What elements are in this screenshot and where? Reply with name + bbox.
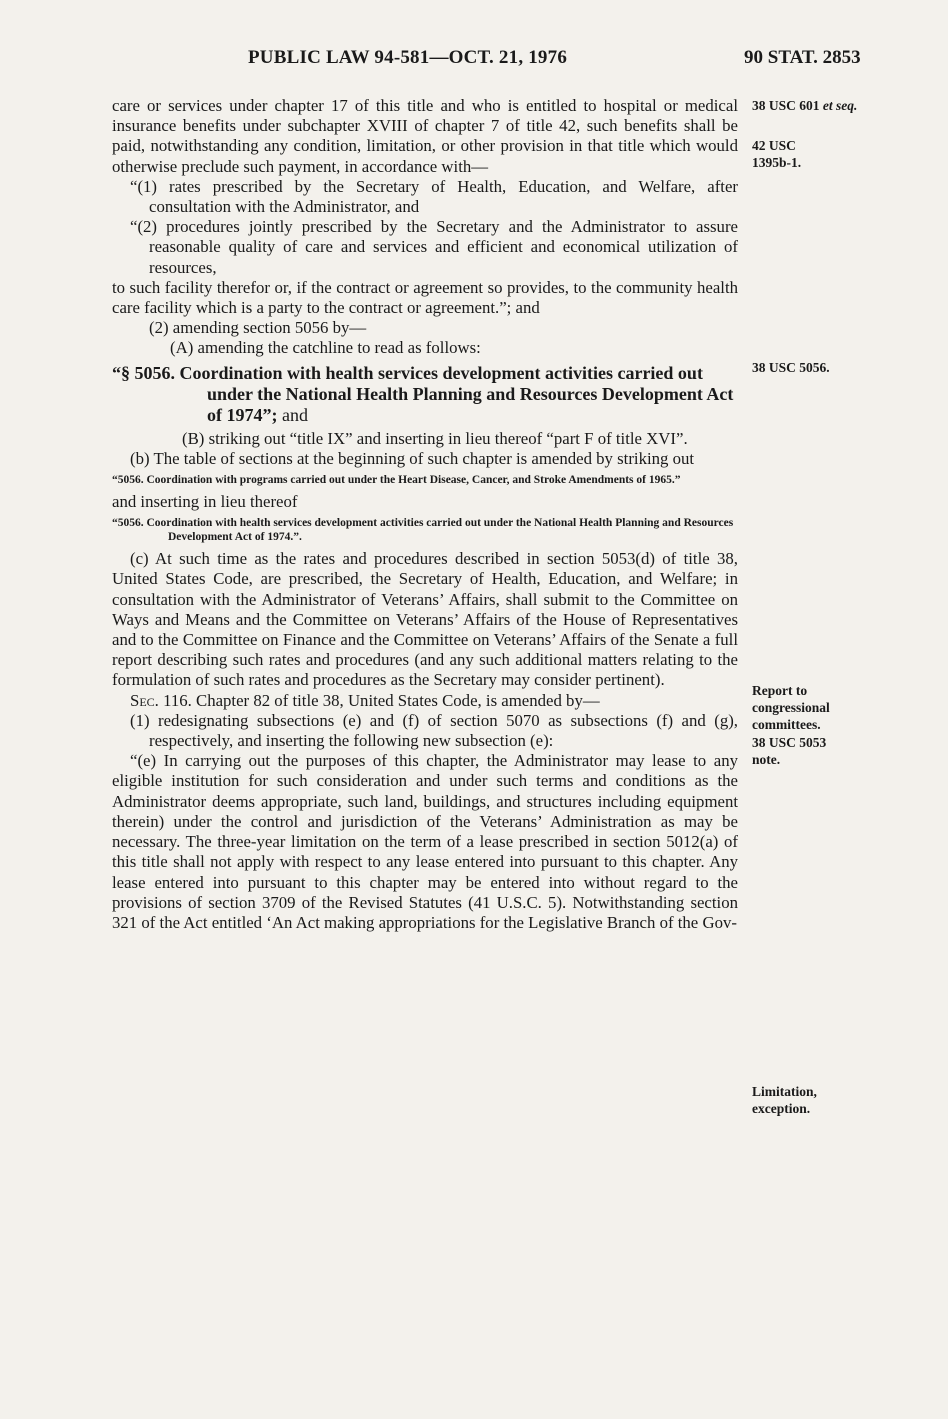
margin-note-citation [752,97,872,114]
paragraph: and inserting in lieu thereof [112,492,298,512]
margin-note-text: et seq. [822,98,858,113]
table-entry-new: “5056. Coordination with health services development activities carried out under the National Health Planning and Resources Development Act of 1974.”. [112,517,734,544]
body-text [112,96,738,933]
margin-note-limitation: Limitation, exception. [752,1084,817,1116]
paragraph: care or services under chapter 17 of this title and who is entitled to hospital or medical insurance benefits under subchapter XVIII of chapter 7 of title 42, such benefits shall be paid, notwithstanding any condition, limitation, or other provision in that title which would otherwise preclude such payment, in accordance with— [112,96,738,176]
margin-note-citation: 38 USC 5056. [752,360,830,375]
margin-note-citation: 42 USC 1395b-1. [752,138,802,170]
paragraph: “(1) rates prescribed by the Secretary of Health, Education, and Welfare, after consultation with the Administrator, and [130,176,738,217]
paragraph: (c) At such time as the rates and procedures described in section 5053(d) of title 38, United States Code, are prescribed, the Secretary of Health, Education, and Welfare; in consultation with the Administrator of Veterans’ Affairs, shall submit to the Committee on Ways and Means and the Committee on Veterans’ Affairs of the House of Representatives and to the Committee on Finance and the Committee on Veterans’ Affairs of the Senate a full report describing such rates and procedures (and any such additional matters relating to the formulation of such rates and procedures as the Secretary may consider pertinent). [112,549,738,690]
margin-note-report: Report to congressional committees. [752,683,830,732]
table-entry-old: “5056. Coordination with programs carried out under the Heart Disease, Cancer, and Stroke Amendments of 1965.” [112,474,681,487]
catchline-text: “§ 5056. Coordination with health services development activities carried out under the National Health Planning and Resources Development Act of 1974”; [112,362,734,425]
running-header-law: PUBLIC LAW 94-581—OCT. 21, 1976 [248,47,568,68]
catchline-tail: and [277,404,308,425]
paragraph: “(e) In carrying out the purposes of this chapter, the Administrator may lease to any eligible institution for such consideration and under such terms and conditions as the Administrator deems appropriate, such land, buildings, and structures including equipment therein) under the control and jurisdiction of the Veterans’ Administration as may be necessary. The three-year limitation on the term of a lease prescribed in section 5012(a) of this title shall not apply with respect to any lease entered into pursuant to this chapter. Any lease entered into pursuant to this chapter may be entered into without regard to the provisions of section 3709 of the Revised Statutes (41 U.S.C. 5). Notwithstanding section 321 of the Act entitled ‘An Act making appropriations for the Legislative Branch of the Gov- [112,751,738,932]
section-catchline [112,363,738,426]
paragraph: (A) amending the catchline to read as follows: [170,338,481,358]
margin-note-citation: 38 USC 5053 note. [752,735,827,767]
paragraph: “(2) procedures jointly prescribed by the Secretary and the Administrator to assure reasonable quality of care and services and efficient and economical utilization of resources, [130,217,738,277]
section-text: 116. Chapter 82 of title 38, United States Code, is amended by— [158,690,600,710]
paragraph: (b) The table of sections at the beginning of such chapter is amended by striking out [130,448,695,468]
paragraph: (1) redesignating subsections (e) and (f) of section 5070 as subsections (f) and (g), respectively, and inserting the following new subsection (e): [130,710,738,751]
section-label: Sec. [130,690,159,710]
running-header-stat: 90 STAT. 2853 [744,47,861,68]
section-paragraph [112,691,738,711]
paragraph: (2) amending section 5056 by— [149,318,367,338]
paragraph: (B) striking out “title IX” and inserting in lieu thereof “part F of title XVI”. [182,428,688,448]
paragraph: to such facility therefor or, if the contract or agreement so provides, to the community health care facility which is a party to the contract or agreement.”; and [112,277,738,318]
margin-note-text: 38 USC 601 [752,98,823,113]
